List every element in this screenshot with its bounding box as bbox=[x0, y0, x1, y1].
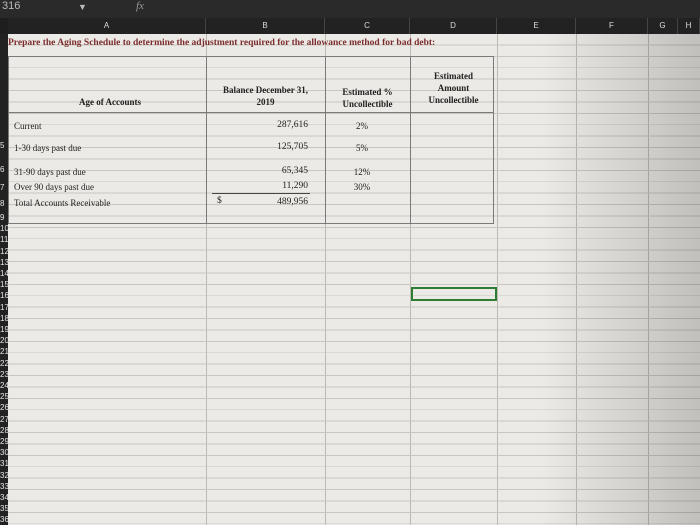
sheet-title: Prepare the Aging Schedule to determine the adjustment required for the allowance method for bad debt: bbox=[8, 38, 436, 48]
header-pct-line2: Uncollectible bbox=[342, 99, 393, 109]
row-number[interactable]: 33 bbox=[0, 481, 9, 491]
row-number[interactable]: 34 bbox=[0, 493, 9, 502]
header-amt-line1: Estimated bbox=[434, 71, 473, 81]
column-header-e[interactable]: E bbox=[497, 18, 576, 34]
table-divider bbox=[8, 112, 494, 113]
row-number[interactable]: 20 bbox=[0, 336, 9, 346]
pct-over-90[interactable]: 30% bbox=[353, 182, 371, 192]
row-number[interactable]: 22 bbox=[0, 358, 9, 368]
row-number[interactable]: 16 bbox=[0, 291, 9, 301]
row-label-current[interactable]: Current bbox=[14, 121, 42, 131]
row-number[interactable]: 15 bbox=[0, 280, 9, 290]
row-number[interactable]: 6 bbox=[0, 165, 5, 174]
formula-bar bbox=[0, 0, 700, 18]
fx-icon: fx bbox=[136, 0, 144, 12]
column-header-h[interactable]: H bbox=[678, 18, 700, 34]
column-header-f[interactable]: F bbox=[576, 18, 648, 34]
row-number[interactable]: 29 bbox=[0, 437, 9, 446]
chevron-down-icon[interactable]: ▼ bbox=[78, 2, 87, 12]
row-label-1-30[interactable]: 1-30 days past due bbox=[14, 143, 82, 153]
header-balance-line1: Balance December 31, bbox=[222, 85, 309, 95]
column-header-d[interactable]: D bbox=[410, 18, 497, 34]
column-header-b[interactable]: B bbox=[206, 18, 325, 34]
row-number[interactable]: 8 bbox=[0, 199, 5, 208]
row-number[interactable]: 23 bbox=[0, 369, 9, 379]
row-number[interactable]: 9 bbox=[0, 213, 5, 222]
row-number[interactable]: 25 bbox=[0, 392, 9, 402]
row-number[interactable]: 18 bbox=[0, 313, 9, 323]
column-header-c[interactable]: C bbox=[325, 18, 410, 34]
row-number[interactable]: 21 bbox=[0, 347, 9, 357]
pct-31-90[interactable]: 12% bbox=[353, 167, 371, 177]
row-number[interactable]: 13 bbox=[0, 257, 9, 267]
row-number[interactable]: 14 bbox=[0, 269, 9, 278]
balance-1-30[interactable]: 125,705 bbox=[277, 142, 308, 152]
row-number[interactable]: 36 bbox=[0, 515, 9, 525]
row-label-31-90[interactable]: 31-90 days past due bbox=[14, 167, 86, 177]
balance-total[interactable]: 489,956 bbox=[277, 197, 308, 207]
row-number[interactable]: 10 bbox=[0, 224, 9, 234]
header-amt-line2: Amount bbox=[437, 83, 470, 93]
balance-over-90[interactable]: 11,290 bbox=[282, 181, 308, 191]
header-balance-line2: 2019 bbox=[256, 97, 275, 107]
header-age: Age of Accounts bbox=[79, 97, 141, 107]
row-number[interactable]: 27 bbox=[0, 414, 9, 424]
row-number[interactable]: 5 bbox=[0, 141, 5, 150]
row-number[interactable]: 35 bbox=[0, 504, 9, 514]
row-label-total[interactable]: Total Accounts Receivable bbox=[14, 198, 111, 208]
pct-current[interactable]: 2% bbox=[356, 121, 368, 131]
row-number[interactable]: 12 bbox=[0, 246, 9, 256]
row-number[interactable]: 28 bbox=[0, 425, 9, 435]
balance-31-90[interactable]: 65,345 bbox=[281, 166, 308, 176]
column-header-a[interactable]: A bbox=[8, 18, 206, 34]
name-box[interactable]: 316 bbox=[2, 0, 21, 12]
row-number[interactable]: 11 bbox=[0, 235, 9, 245]
row-number[interactable]: 32 bbox=[0, 470, 9, 480]
row-number[interactable]: 7 bbox=[0, 183, 5, 192]
row-number[interactable]: 30 bbox=[0, 448, 9, 458]
row-number[interactable]: 17 bbox=[0, 302, 9, 312]
row-number[interactable]: 31 bbox=[0, 459, 9, 469]
header-amt-line3: Uncollectible bbox=[428, 95, 479, 105]
column-header-g[interactable]: G bbox=[648, 18, 678, 34]
selected-cell[interactable] bbox=[411, 287, 497, 301]
header-pct-line1: Estimated % bbox=[342, 87, 393, 97]
row-number[interactable]: 26 bbox=[0, 403, 9, 413]
total-currency: $ bbox=[217, 196, 222, 206]
pct-1-30[interactable]: 5% bbox=[356, 143, 368, 153]
row-label-over-90[interactable]: Over 90 days past due bbox=[14, 182, 94, 192]
row-number[interactable]: 19 bbox=[0, 325, 9, 334]
balance-current[interactable]: 287,616 bbox=[277, 120, 308, 130]
table-divider bbox=[325, 56, 326, 224]
row-number[interactable]: 24 bbox=[0, 381, 9, 390]
table-divider bbox=[206, 56, 207, 224]
sum-underline bbox=[212, 193, 310, 194]
